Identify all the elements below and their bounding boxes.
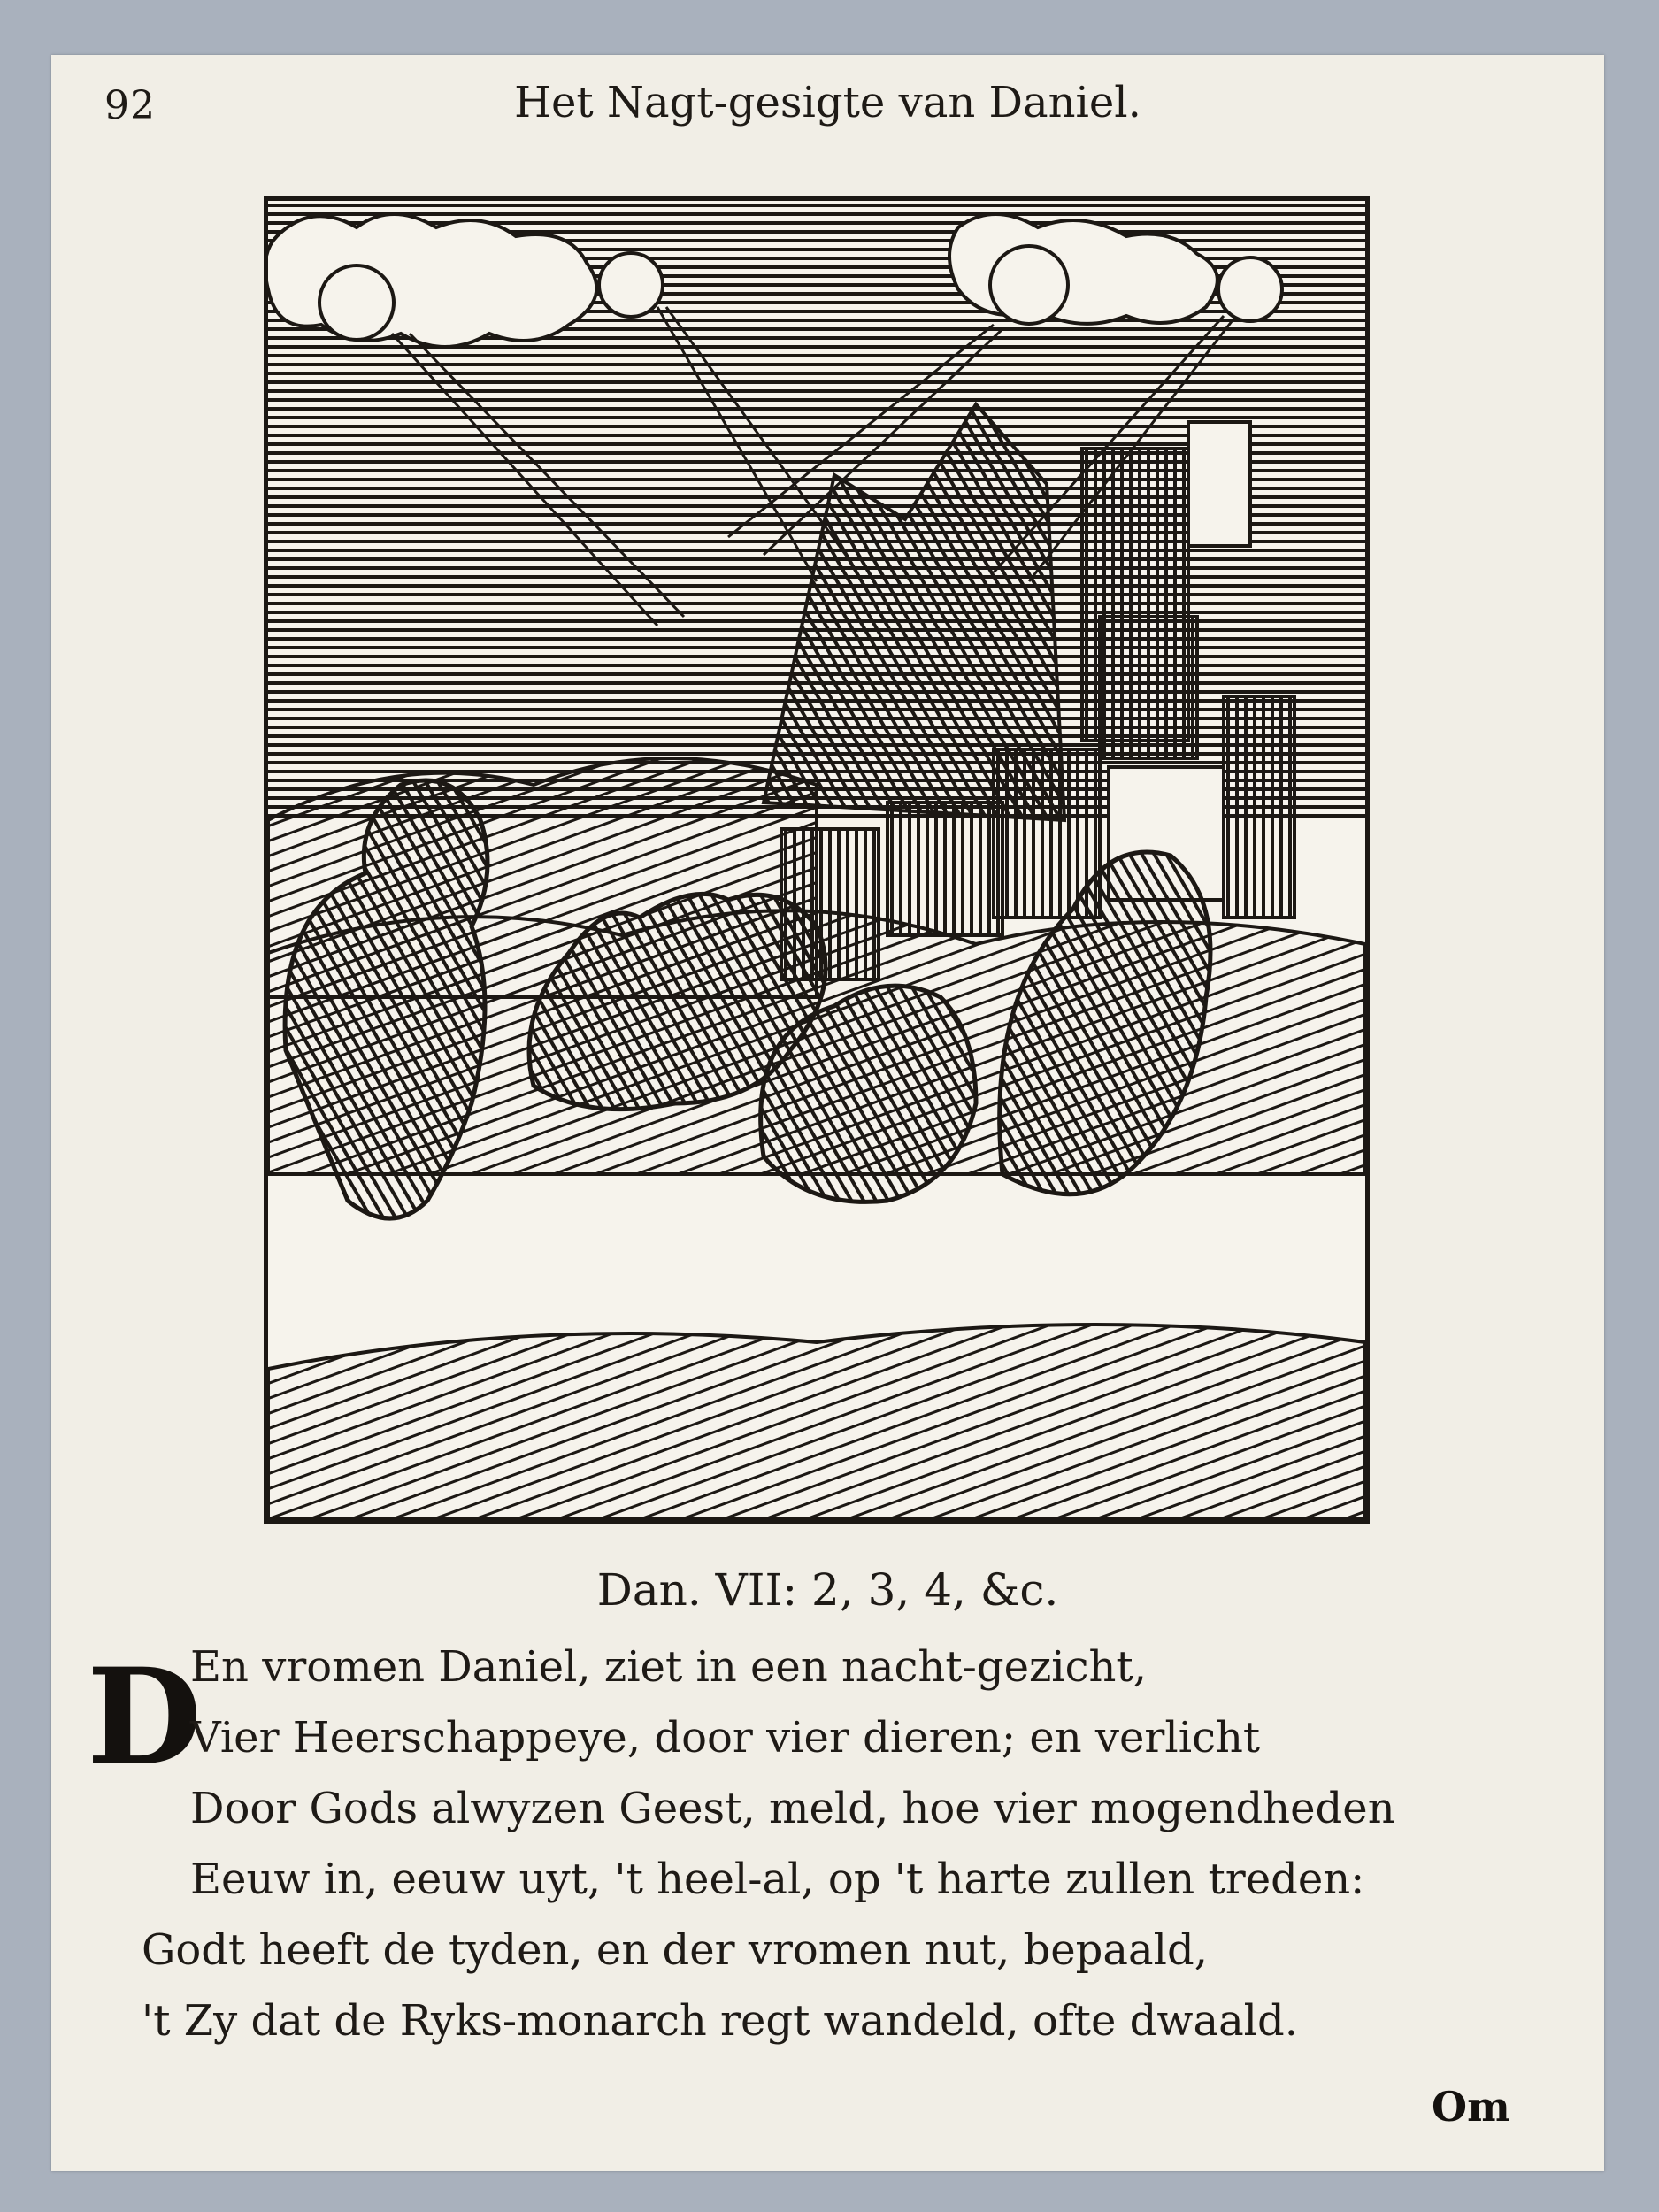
poem-line-3: Door Gods alwyzen Geest, meld, hoe vier mogendheden xyxy=(190,1784,1395,1833)
scripture-reference: Dan. VII: 2, 3, 4, &c. xyxy=(596,1564,1059,1616)
drop-cap: D xyxy=(87,1640,203,1795)
page-number: 92 xyxy=(104,83,156,128)
poem-line-1: En vromen Daniel, ziet in een nacht-gezicht, xyxy=(190,1642,1147,1692)
poem-line-2: Vier Heerschappeye, door vier dieren; en verlicht xyxy=(190,1713,1261,1763)
woodcut-illustration xyxy=(264,196,1370,1524)
woodcut-drawing xyxy=(268,201,1365,1519)
book-page xyxy=(51,55,1604,2171)
poem-line-6: 't Zy dat de Ryks-monarch regt wandeld, ofte dwaald. xyxy=(142,1996,1299,2046)
running-title: Het Nagt-gesigte van Daniel. xyxy=(514,78,1141,127)
catchword: Om xyxy=(1432,2083,1510,2131)
poem-line-4: Eeuw in, eeuw uyt, 't heel-al, op 't harte zullen treden: xyxy=(190,1855,1365,1904)
poem-line-5: Godt heeft de tyden, en der vromen nut, bepaald, xyxy=(142,1925,1208,1975)
ground xyxy=(268,1325,1365,1519)
